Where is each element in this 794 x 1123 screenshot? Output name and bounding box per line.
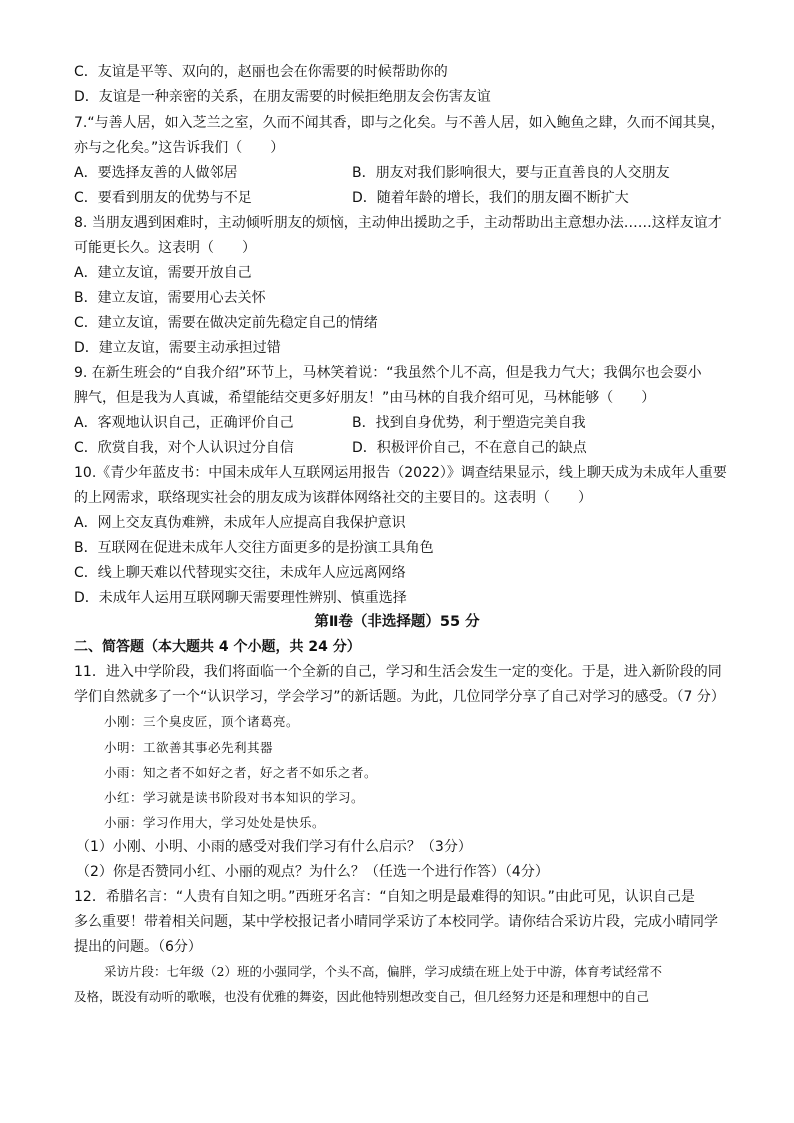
- question-11-sub2: （2）你是否赞同小红、小丽的观点？为什么？（任选一个进行作答）（4分）: [76, 864, 549, 880]
- question-10-line1: 10.《青少年蓝皮书：中国未成年人互联网运用报告（2022）》调查结果显示，线上聊天成为未成年人重要: [74, 465, 727, 481]
- question-7-line1: 7.“与善人居，如入芝兰之室，久而不闻其香，即与之化矣。与不善人居，如入鲍鱼之肆，久而不闻其臭，: [74, 115, 725, 131]
- question-11-line2: 学们自然就多了一个“认识学习，学会学习”的新话题。为此，几位同学分享了自己对学习的感受。（7 分）: [74, 689, 725, 705]
- section-2-heading: 二、简答题（本大题共 4 个小题，共 24 分）: [74, 639, 361, 655]
- question-9-line1: 9. 在新生班会的“自我介绍”环节上，马林笑着说：“我虽然个儿不高，但是我力气大；我偶尔也会耍小: [74, 365, 702, 381]
- option-b-q9: B．找到自身优势，利于塑造完美自我: [352, 415, 586, 431]
- question-7-line2: 亦与之化矣。”这告诉我们（ ）: [74, 140, 285, 156]
- option-d-q8: D．建立友谊，需要主动承担过错: [74, 340, 281, 356]
- option-c-q6: C．友谊是平等、双向的，赵丽也会在你需要的时候帮助你的: [74, 64, 448, 80]
- question-10-line2: 的上网需求，联络现实社会的朋友成为该群体网络社交的主要目的。这表明（ ）: [74, 490, 592, 506]
- interview-excerpt-line1: 采访片段：七年级（2）班的小强同学，个头不高，偏胖，学习成绩在班上处于中游，体育考试经常不: [104, 964, 662, 979]
- option-d-q10: D．未成年人运用互联网聊天需要理性辨别、慎重选择: [74, 590, 407, 606]
- interview-excerpt-line2: 及格，既没有动听的歌喉，也没有优雅的舞姿，因此他特别想改变自己，但几经努力还是和理想中的自己: [74, 989, 650, 1004]
- student-quote-xiaoli: 小丽：学习作用大，学习处处是快乐。: [104, 815, 326, 830]
- option-b-q8: B．建立友谊，需要用心去关怀: [74, 290, 266, 306]
- option-b-q10: B．互联网在促进未成年人交往方面更多的是扮演工具角色: [74, 540, 434, 556]
- question-12-line1: 12．希腊名言：“人贵有自知之明。”西班牙名言：“自知之明是最难得的知识。”由此可见，认识自己是: [74, 889, 695, 905]
- option-a-q7: A．要选择友善的人做邻居: [74, 165, 238, 181]
- student-quote-xiaogang: 小刚：三个臭皮匠，顶个诸葛亮。: [104, 714, 300, 729]
- option-c-q10: C．线上聊天难以代替现实交往，未成年人应远离网络: [74, 565, 406, 581]
- question-12-line3: 提出的问题。（6分）: [74, 939, 202, 955]
- option-a-q9: A．客观地认识自己，正确评价自己: [74, 415, 294, 431]
- option-c-q8: C．建立友谊，需要在做决定前先稳定自己的情绪: [74, 315, 378, 331]
- student-quote-xiaoming: 小明：工欲善其事必先利其器: [104, 740, 274, 755]
- option-c-q7: C．要看到朋友的优势与不足: [74, 190, 252, 206]
- question-8-line2: 可能更长久。这表明（ ）: [74, 240, 256, 256]
- option-c-q9: C．欣赏自我，对个人认识过分自信: [74, 440, 294, 456]
- question-12-line2: 多么重要！带着相关问题，某中学校报记者小晴同学采访了本校同学。请你结合采访片段，完成小晴同学: [74, 914, 718, 930]
- student-quote-xiaohong: 小红：学习就是读书阶段对书本知识的学习。: [104, 790, 365, 805]
- option-a-q10: A．网上交友真伪难辨，未成年人应提高自我保护意识: [74, 515, 406, 531]
- part-2-title: 第Ⅱ卷（非选择题）55 分: [314, 614, 480, 630]
- option-d-q7: D．随着年龄的增长，我们的朋友圈不断扩大: [352, 190, 629, 206]
- option-a-q8: A．建立友谊，需要开放自己: [74, 265, 252, 281]
- question-9-line2: 脾气，但是我为人真诚，希望能结交更多好朋友！”由马林的自我介绍可见，马林能够（ ）: [74, 390, 656, 406]
- option-d-q9: D．积极评价自己，不在意自己的缺点: [352, 440, 587, 456]
- question-11-line1: 11．进入中学阶段，我们将面临一个全新的自己，学习和生活会发生一定的变化。于是，进入新阶段的同: [74, 664, 722, 680]
- option-d-q6: D．友谊是一种亲密的关系，在朋友需要的时候拒绝朋友会伤害友谊: [74, 89, 491, 105]
- question-11-sub1: （1）小刚、小明、小雨的感受对我们学习有什么启示？（3分）: [76, 839, 472, 855]
- question-8-line1: 8. 当朋友遇到困难时，主动倾听朋友的烦恼，主动伸出援助之手，主动帮助出主意想办法……这样友谊才: [74, 215, 722, 231]
- student-quote-xiaoyu: 小雨：知之者不如好之者，好之者不如乐之者。: [104, 765, 378, 780]
- option-b-q7: B．朋友对我们影响很大，要与正直善良的人交朋友: [352, 165, 670, 181]
